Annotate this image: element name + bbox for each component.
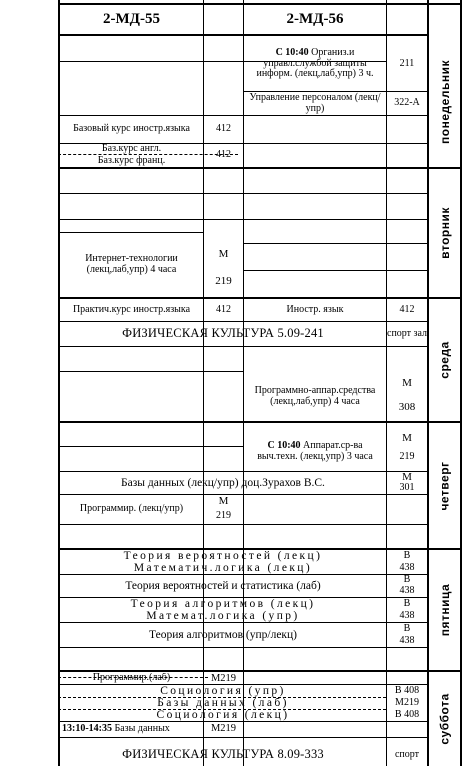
- room-cell: В: [403, 623, 411, 634]
- room-cell: 438: [399, 586, 415, 597]
- lesson-cell: С 10:40 Аппарат.ср-ва выч.техн. (лекц,упр) 3 часа: [257, 439, 373, 462]
- lesson-cell: Интернет-технологии (лекц,лаб,упр) 4 часа: [85, 253, 178, 275]
- day-separator: [58, 167, 462, 169]
- lesson-cell: Программно-аппар.средства (лекц,лаб,упр) 4 часа: [254, 384, 376, 407]
- lesson-cell: Базовый курс иностр.языка: [73, 123, 190, 135]
- day-label-saturday: суббота: [438, 693, 453, 745]
- room-cell: 211: [399, 57, 415, 69]
- room-cell: В: [403, 550, 411, 561]
- lesson-cell-common: Математ.логика (упр): [146, 610, 300, 622]
- room-cell: В: [403, 598, 411, 609]
- header-bottom-line: [58, 34, 428, 36]
- room-cell: 412: [216, 149, 231, 161]
- room-cell: М: [402, 377, 412, 390]
- lesson-cell-common: Социология (упр): [160, 685, 286, 697]
- room-cell: М: [402, 432, 412, 445]
- lesson-cell-common: ФИЗИЧЕСКАЯ КУЛЬТУРА 8.09-333: [122, 747, 324, 762]
- room-cell: 438: [399, 610, 415, 621]
- day-label-thursday: четверг: [438, 460, 452, 511]
- room-cell: М219: [395, 697, 419, 708]
- lesson-cell-common: Теория алгоритмов (лекц): [130, 598, 316, 610]
- room-cell: спорт зал: [387, 327, 427, 339]
- room-cell: 438: [399, 635, 415, 646]
- lesson-cell-common: Теория вероятностей (лекц): [123, 550, 323, 562]
- lesson-cell-common: Базы данных (лекц/упр) доц.Зурахов В.С.: [121, 476, 325, 489]
- room-cell: М: [218, 248, 229, 261]
- lesson-cell: Баз.курс англ.: [101, 144, 162, 155]
- lesson-cell: Программир. (лекц/упр): [79, 503, 184, 515]
- room-cell: М219: [210, 673, 237, 684]
- lesson-cell: С 10:40 Организ.и управл.службой защиты информ. (лекц,лаб,упр) 3 ч.: [256, 46, 374, 80]
- lesson-cell-common: Теория алгоритмов (упр/лекц): [149, 628, 297, 641]
- lesson-cell-common: ФИЗИЧЕСКАЯ КУЛЬТУРА 5.09-241: [122, 326, 324, 341]
- room-cell: В 408: [394, 685, 420, 696]
- room-cell: 412: [216, 303, 231, 315]
- room-cell: 219: [215, 275, 232, 288]
- lesson-cell: Практич.курс иностр.языка: [72, 303, 191, 315]
- room-cell: В 408: [394, 709, 420, 720]
- lesson-cell: Программир.(лаб): [92, 673, 171, 684]
- room-cell: М: [218, 495, 229, 508]
- room-cell: М219: [210, 723, 237, 735]
- room-cell: 438: [399, 562, 415, 573]
- day-label-wednesday: среда: [438, 341, 452, 379]
- room-cell: 301: [399, 483, 415, 494]
- room-cell: 322-А: [394, 97, 420, 109]
- lesson-cell-common: Математич.логика (лекц): [133, 562, 313, 574]
- room-cell: 219: [216, 509, 231, 521]
- lesson-cell: 13:10-14:35 Базы данных: [62, 722, 170, 734]
- day-separator: [58, 421, 462, 423]
- room-cell: В: [403, 575, 411, 586]
- day-separator: [58, 670, 462, 672]
- day-label-friday: пятница: [438, 583, 453, 637]
- group-header-2: 2-МД-56: [286, 11, 344, 28]
- lesson-cell: Управление персоналом (лекц/упр): [249, 92, 381, 114]
- day-label-tuesday: вторник: [438, 207, 453, 259]
- day-label-monday: понедельник: [438, 59, 453, 144]
- lesson-cell: Баз.курс франц.: [97, 155, 166, 166]
- room-cell: М: [402, 472, 412, 483]
- group-header-1: 2-МД-55: [103, 11, 160, 28]
- lesson-cell: Иностр. язык: [286, 303, 344, 315]
- room-cell: спорт: [394, 748, 420, 760]
- lesson-cell-common: Социология (лекц): [156, 709, 290, 721]
- room-cell: 412: [216, 123, 231, 135]
- room-cell: 219: [399, 450, 415, 462]
- lesson-cell-common: Базы данных (лаб): [157, 697, 289, 709]
- room-cell: 308: [398, 401, 416, 414]
- lesson-cell-common: Теория вероятностей и статистика (лаб): [125, 579, 321, 592]
- room-cell: 412: [399, 303, 415, 315]
